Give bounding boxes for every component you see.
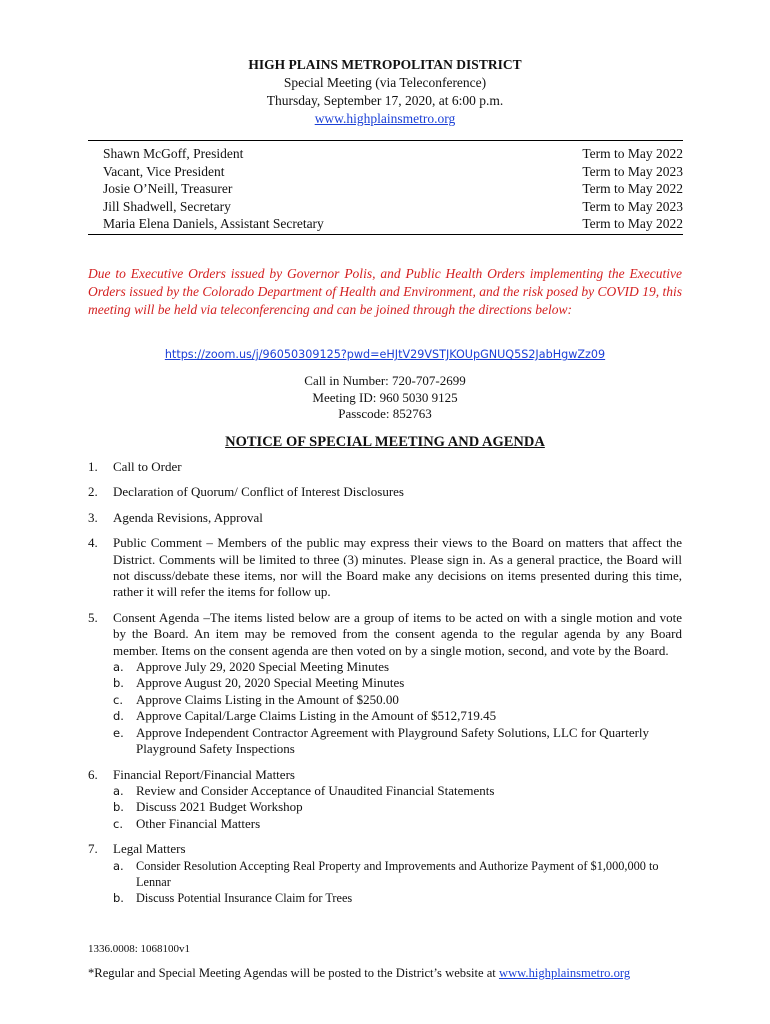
board-term: Term to May 2022	[582, 146, 683, 161]
agenda-subitem	[113, 675, 682, 691]
agenda-number: 1.	[88, 459, 98, 474]
board-member: Josie O’Neill, Treasurer	[103, 181, 233, 196]
subitem-text: Discuss 2021 Budget Workshop	[136, 799, 303, 815]
subitem-letter: a.	[113, 660, 124, 675]
subitem-text: Approve August 20, 2020 Special Meeting Minutes	[136, 675, 405, 691]
subitem-text: Approve Capital/Large Claims Listing in the Amount of $512,719.45	[136, 708, 497, 724]
agenda-text: Legal Matters	[113, 841, 186, 857]
subitem-text: Review and Consider Acceptance of Unaudited Financial Statements	[136, 782, 495, 798]
document-header	[0, 56, 770, 128]
board-members-table	[103, 145, 683, 233]
agenda-subitem	[113, 659, 682, 675]
agenda-number: 7.	[88, 841, 98, 857]
agenda-text: Declaration of Quorum/ Conflict of Interest Disclosures	[113, 484, 404, 500]
notice-title: NOTICE OF SPECIAL MEETING AND AGENDA	[225, 434, 545, 450]
agenda-subitem	[113, 783, 682, 799]
call-in-info	[0, 373, 770, 423]
subitem-letter: b.	[113, 891, 124, 906]
divider-top	[88, 140, 683, 141]
footer-note	[88, 966, 630, 981]
board-term: Term to May 2022	[582, 216, 683, 231]
agenda-subitem	[113, 708, 682, 724]
passcode: Passcode: 852763	[338, 406, 432, 421]
agenda-subitem	[113, 725, 682, 758]
agenda-text: Consent Agenda –The items listed below are a group of items to be acted on with a single motion and vote by the Board. An item may be removed from the consent agenda to the regular agenda by any Board member. Items on the consent agenda are then voted on by a single motion, second, and vote by the Board.	[113, 609, 682, 658]
zoom-link-line	[0, 348, 770, 361]
subitem-letter: e.	[113, 725, 124, 740]
agenda-item	[88, 535, 682, 601]
agenda-text: Public Comment – Members of the public may express their views to the Board on matters that affect the District. Comments will be limited to three (3) minutes. Please sign in. As a general practice, the Board will not discuss/debate these items, nor will the Board make any decisions on items presented during this time, rather it will refer the items for follow up.	[113, 535, 682, 600]
covid-notice: Due to Executive Orders issued by Governor Polis, and Public Health Orders implementing the Executive Orders issued by the Colorado Department of Health and Environment, and the risk posed by COVID 19, this meeting will be held via teleconferencing and can be joined through the directions below:	[88, 266, 682, 317]
board-row	[103, 215, 683, 233]
meeting-type: Special Meeting (via Teleconference)	[283, 75, 487, 90]
agenda-subitem	[113, 858, 682, 891]
meeting-date-time: Thursday, September 17, 2020, at 6:00 p.m.	[266, 93, 504, 108]
agenda-number: 6.	[88, 766, 98, 782]
zoom-link[interactable]: https://zoom.us/j/96050309125?pwd=eHJtV29VSTJKOUpGNUQ5S2JabHgwZz09	[164, 348, 606, 361]
website-link[interactable]: www.highplainsmetro.org	[314, 111, 456, 126]
board-term: Term to May 2023	[582, 163, 683, 179]
subitem-letter: b.	[113, 676, 124, 691]
agenda-text: Call to Order	[113, 459, 182, 474]
agenda-list	[88, 459, 682, 916]
document-id: 1336.0008: 1068100v1	[88, 943, 191, 955]
board-term: Term to May 2022	[582, 181, 683, 196]
subitem-letter: b.	[113, 800, 124, 815]
agenda-item	[88, 510, 682, 526]
agenda-item	[88, 484, 682, 500]
agenda-item	[88, 767, 682, 833]
agenda-number: 5.	[88, 609, 98, 625]
subitem-letter: c.	[113, 816, 123, 831]
board-term: Term to May 2023	[582, 198, 683, 214]
board-member: Vacant, Vice President	[103, 163, 225, 179]
subitem-text: Other Financial Matters	[136, 815, 261, 831]
subitem-letter: a.	[113, 783, 124, 798]
board-row	[103, 180, 683, 198]
board-member: Shawn McGoff, President	[103, 146, 244, 161]
agenda-text: Agenda Revisions, Approval	[113, 509, 263, 525]
subitem-letter: d.	[113, 709, 124, 724]
board-row	[103, 198, 683, 216]
meeting-id: Meeting ID: 960 5030 9125	[312, 389, 458, 405]
agenda-number: 2.	[88, 484, 98, 500]
agenda-subitem	[113, 890, 682, 906]
agenda-item	[88, 459, 682, 475]
subitem-text: Approve Claims Listing in the Amount of $250.00	[136, 691, 399, 707]
agenda-number: 4.	[88, 535, 98, 551]
agenda-number: 3.	[88, 509, 98, 525]
divider-bottom	[88, 234, 683, 235]
board-row	[103, 145, 683, 163]
call-in-number: Call in Number: 720-707-2699	[304, 373, 466, 388]
subitem-letter: a.	[113, 858, 124, 873]
district-name: HIGH PLAINS METROPOLITAN DISTRICT	[248, 57, 522, 72]
subitem-text: Approve Independent Contractor Agreement with Playground Safety Solutions, LLC for Quarterly Playground Safety Inspections	[136, 724, 650, 757]
agenda-item	[88, 841, 682, 907]
board-member: Jill Shadwell, Secretary	[103, 198, 231, 214]
board-row	[103, 163, 683, 181]
agenda-text: Financial Report/Financial Matters	[113, 766, 295, 782]
subitem-text: Discuss Potential Insurance Claim for Trees	[136, 891, 353, 906]
subitem-letter: c.	[113, 692, 123, 707]
footer-note-text: *Regular and Special Meeting Agendas will be posted to the District’s website at	[88, 966, 496, 980]
board-member: Maria Elena Daniels, Assistant Secretary	[103, 216, 324, 231]
agenda-subitem	[113, 692, 682, 708]
footer-website-link[interactable]: www.highplainsmetro.org	[498, 966, 631, 980]
agenda-subitem	[113, 816, 682, 832]
subitem-text: Consider Resolution Accepting Real Property and Improvements and Authorize Payment of $1,000,000 to Lennar	[136, 858, 659, 889]
agenda-item	[88, 610, 682, 758]
subitem-text: Approve July 29, 2020 Special Meeting Minutes	[136, 659, 390, 675]
agenda-subitem	[113, 799, 682, 815]
